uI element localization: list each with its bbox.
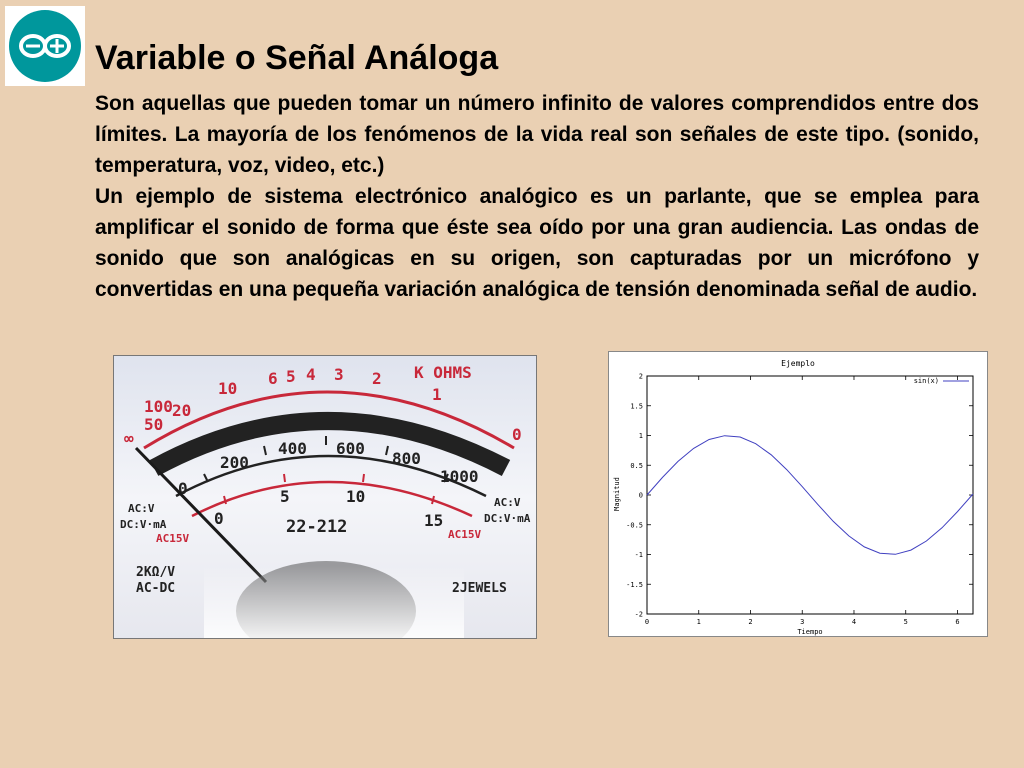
legend-label-sin: sin(x) [913,377,939,385]
y-tick-label: 1 [638,432,643,440]
left-label-acv: AC:V [128,502,155,515]
sine-plot [608,351,988,637]
ohms-label-100: 100 [144,397,173,416]
slide-title: Variable o Señal Análoga [95,39,499,77]
x-axis-label: Tiempo [797,628,823,636]
legend [914,377,969,385]
y-tick-label: 0.5 [630,461,643,470]
ohms-label-6: 6 [268,369,278,388]
meter-acdc: AC-DC [136,581,176,596]
chart-title: Ejemplo [781,359,815,368]
x-tick-label: 5 [903,618,908,626]
ohms-label-5: 5 [286,367,296,386]
arduino-logo [5,6,85,86]
right-label-dcvma: DC:V·mA [484,512,531,525]
ohms-label-2: 2 [372,369,382,388]
ac-label-5: 5 [280,487,290,506]
left-label-dcvma: DC:V·mA [120,518,167,531]
y-tick-label: 2 [638,372,643,381]
x-tick-label: 6 [955,618,960,626]
ac-label-15: 15 [424,511,444,530]
meter-jewels: 2JEWELS [452,581,507,596]
x-tick-label: 4 [851,618,857,626]
x-tick-label: 0 [644,618,650,626]
dc-label-400: 400 [278,439,307,458]
paragraph-example: Un ejemplo de sistema electrónico analógico es un parlante, que se emplea para amplificar el sonido de forma que éste sea oído por una gran audiencia. Las ondas de sonido que son analógicas en su origen, son capturadas por un micrófono y convertidas en una pequeña variación analógica de tensión denominada señal de audio. [95,185,979,301]
y-tick-label: 0 [638,491,643,500]
right-label-acv: AC:V [494,496,521,509]
y-tick-label: -2 [634,610,643,619]
y-tick-label: 1.5 [630,402,643,411]
dc-label-200: 200 [220,453,249,472]
y-tick-label: -1.5 [626,580,643,589]
x-tick-label: 2 [748,618,753,626]
ohms-label-0: 0 [512,425,522,444]
dc-label-800: 800 [392,449,421,468]
y-tick-label: -0.5 [626,521,643,530]
analog-meter-image [113,355,537,639]
ac-label-0: 0 [214,509,224,528]
ohms-label-10: 10 [218,379,238,398]
series-line-sin [647,436,973,555]
left-label-ac15v: AC15V [156,532,190,545]
paragraph-definition: Son aquellas que pueden tomar un número infinito de valores comprendidos entre dos límites. La mayoría de los fenómenos de la vida real son señales de este tipo. (sonido, temperatura, voz, video, etc.) [95,92,979,177]
meter-model: 22-212 [286,517,348,537]
ohms-label-3: 3 [334,365,344,384]
arduino-logo-icon [5,6,85,86]
dc-label-1000: 1000 [440,467,479,486]
right-label-ac15v: AC15V [448,528,482,541]
ohms-label-50: 50 [144,415,164,434]
ohms-label-infinity: ∞ [124,429,134,448]
dc-label-0: 0 [178,479,188,498]
y-axis-label: Magnitud [613,477,621,511]
ac-label-10: 10 [346,487,366,506]
slide-body [95,88,979,305]
x-tick-label: 1 [696,618,701,626]
x-tick-label: 3 [800,618,805,626]
dc-label-600: 600 [336,439,365,458]
ohms-label-4: 4 [306,365,316,384]
y-tick-label: -1 [634,551,643,559]
ohms-unit-label: K OHMS [414,363,472,382]
ohms-label-20: 20 [172,401,192,420]
ohms-label-1: 1 [432,385,442,404]
meter-sensitivity: 2KΩ/V [136,565,176,580]
